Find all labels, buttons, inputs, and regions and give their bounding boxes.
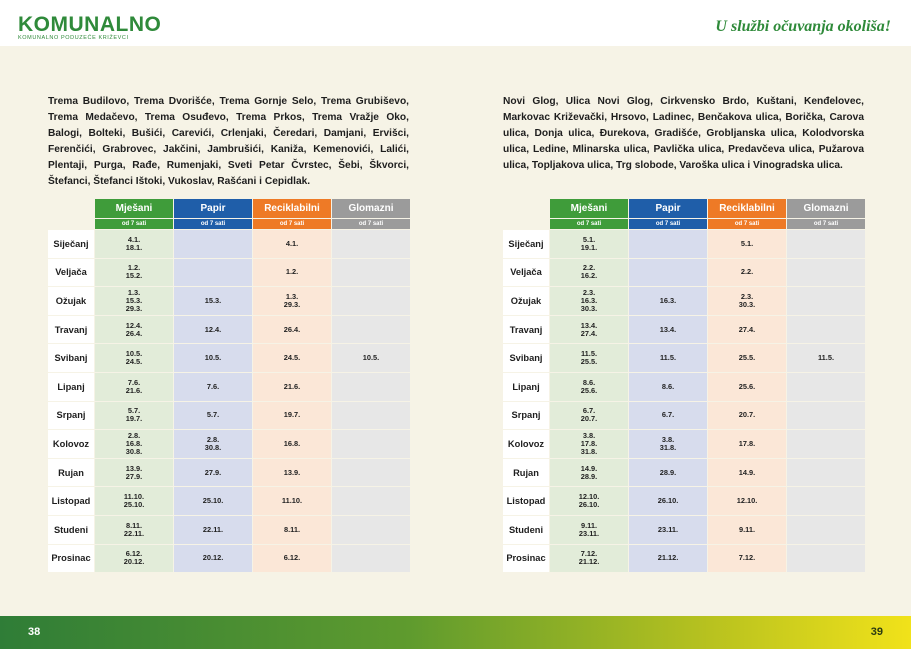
col-header-papir: Papir	[629, 199, 707, 218]
table-row	[503, 373, 865, 401]
cell-papir: 7.6.	[174, 373, 252, 401]
col-header-mjesani: Mješani	[95, 199, 173, 218]
cell-glomazni	[332, 230, 410, 258]
cell-papir: 5.7.	[174, 402, 252, 430]
table-row	[503, 402, 865, 430]
right-area-description: Novi Glog, Ulica Novi Glog, Cirkvensko Brdo, Kuštani, Kenđelovec, Markovac Križevački, Hrsovo, Ladinec, Benčakova ulica, Borička, Carova ulica, Donja ulica, Đurekova, Gradišće, Grobljanska ulica, Kolodvorska ulica, Ledine, Mlinarska ulica, Pavlička ulica, Predavčeva ulica, Pužarova ulica, Topljakova ulica, Trg slobode, Varoška ulica i Vinogradska ulica.	[503, 96, 864, 171]
cell-mjesani: 3.8. 17.8. 31.8.	[550, 430, 628, 458]
cell-papir: 11.5.	[629, 344, 707, 372]
table-row	[48, 430, 410, 458]
cell-papir: 22.11.	[174, 516, 252, 544]
cell-mjesani: 11.5. 25.5.	[550, 344, 628, 372]
cell-papir: 12.4.	[174, 316, 252, 344]
cell-glomazni	[787, 430, 865, 458]
month-label: Prosinac	[48, 545, 94, 573]
col-header-mjesani: Mješani	[550, 199, 628, 218]
month-label: Studeni	[503, 516, 549, 544]
cell-glomazni	[787, 459, 865, 487]
month-label: Prosinac	[503, 545, 549, 573]
cell-glomazni: 10.5.	[332, 344, 410, 372]
cell-reciklabilni: 26.4.	[253, 316, 331, 344]
cell-glomazni	[332, 459, 410, 487]
left-schedule-body	[48, 230, 410, 572]
cell-reciklabilni: 21.6.	[253, 373, 331, 401]
cell-glomazni	[787, 516, 865, 544]
table-row	[503, 259, 865, 287]
table-row	[503, 516, 865, 544]
cell-papir: 3.8. 31.8.	[629, 430, 707, 458]
cell-mjesani: 12.10. 26.10.	[550, 487, 628, 515]
cell-mjesani: 6.7. 20.7.	[550, 402, 628, 430]
table-row	[48, 259, 410, 287]
cell-reciklabilni: 19.7.	[253, 402, 331, 430]
cell-reciklabilni: 6.12.	[253, 545, 331, 573]
cell-glomazni	[332, 516, 410, 544]
month-label: Srpanj	[48, 402, 94, 430]
cell-mjesani: 13.4. 27.4.	[550, 316, 628, 344]
footer-bar	[0, 616, 911, 649]
table-row	[503, 459, 865, 487]
col-subheader-papir: od 7 sati	[174, 219, 252, 229]
cell-glomazni	[787, 487, 865, 515]
cell-mjesani: 7.6. 21.6.	[95, 373, 173, 401]
table-row	[48, 230, 410, 258]
cell-mjesani: 9.11. 23.11.	[550, 516, 628, 544]
col-header-glomazni: Glomazni	[332, 199, 410, 218]
cell-glomazni	[787, 373, 865, 401]
month-label: Ožujak	[48, 287, 94, 315]
cell-glomazni	[332, 487, 410, 515]
cell-glomazni	[332, 402, 410, 430]
table-row	[48, 516, 410, 544]
cell-papir	[629, 259, 707, 287]
month-label: Kolovoz	[503, 430, 549, 458]
cell-glomazni	[332, 316, 410, 344]
cell-reciklabilni: 13.9.	[253, 459, 331, 487]
cell-papir: 23.11.	[629, 516, 707, 544]
cell-reciklabilni: 20.7.	[708, 402, 786, 430]
table-row	[48, 545, 410, 573]
right-schedule-body	[503, 230, 865, 572]
cell-glomazni	[332, 373, 410, 401]
cell-reciklabilni: 2.3. 30.3.	[708, 287, 786, 315]
cell-reciklabilni: 24.5.	[253, 344, 331, 372]
cell-mjesani: 2.2. 16.2.	[550, 259, 628, 287]
cell-mjesani: 7.12. 21.12.	[550, 545, 628, 573]
cell-papir: 25.10.	[174, 487, 252, 515]
cell-glomazni	[787, 287, 865, 315]
table-row	[503, 344, 865, 372]
col-subheader-reciklabilni: od 7 sati	[708, 219, 786, 229]
cell-papir: 10.5.	[174, 344, 252, 372]
col-header-papir: Papir	[174, 199, 252, 218]
cell-mjesani: 1.3. 15.3. 29.3.	[95, 287, 173, 315]
cell-papir: 2.8. 30.8.	[174, 430, 252, 458]
cell-papir: 28.9.	[629, 459, 707, 487]
col-subheader-glomazni: od 7 sati	[787, 219, 865, 229]
page-number-right: 39	[870, 626, 883, 638]
cell-mjesani: 10.5. 24.5.	[95, 344, 173, 372]
cell-glomazni	[787, 402, 865, 430]
cell-glomazni	[332, 545, 410, 573]
cell-reciklabilni: 12.10.	[708, 487, 786, 515]
cell-reciklabilni: 1.3. 29.3.	[253, 287, 331, 315]
cell-mjesani: 1.2. 15.2.	[95, 259, 173, 287]
table-row	[503, 316, 865, 344]
left-area-description: Trema Budilovo, Trema Dvorišće, Trema Gornje Selo, Trema Grubiševo, Trema Medačevo, Trema Osuđevo, Trema Prkos, Trema Vražje Oko, Balogi, Bolteki, Bušići, Carevići, Crlenjaki, Čeredari, Damjani, Ervišci, Ferenčići, Grabrovec, Jakčini, Jambrušići, Kaniža, Kemenovići, Lalići, Plentaji, Purga, Rađe, Rumenjaki, Sveti Petar Čvrstec, Šebi, Škvorci, Štefanci, Štefanci Ištoki, Vukoslav, Rašćani i Cepidlak.	[48, 96, 409, 187]
month-label: Lipanj	[48, 373, 94, 401]
cell-reciklabilni: 1.2.	[253, 259, 331, 287]
col-subheader-reciklabilni: od 7 sati	[253, 219, 331, 229]
col-subheader-glomazni: od 7 sati	[332, 219, 410, 229]
col-header-reciklabilni: Reciklabilni	[253, 199, 331, 218]
table-row	[503, 545, 865, 573]
cell-mjesani: 11.10. 25.10.	[95, 487, 173, 515]
cell-glomazni	[332, 287, 410, 315]
table-row	[48, 373, 410, 401]
month-label: Travanj	[503, 316, 549, 344]
month-label: Siječanj	[503, 230, 549, 258]
cell-reciklabilni: 27.4.	[708, 316, 786, 344]
cell-papir	[174, 230, 252, 258]
page-number-left: 38	[28, 626, 41, 638]
table-row	[48, 487, 410, 515]
col-header-glomazni: Glomazni	[787, 199, 865, 218]
month-label: Studeni	[48, 516, 94, 544]
cell-mjesani: 12.4. 26.4.	[95, 316, 173, 344]
corner-cell	[48, 199, 94, 229]
right-schedule-table	[502, 198, 866, 573]
cell-reciklabilni: 8.11.	[253, 516, 331, 544]
table-row	[503, 487, 865, 515]
cell-papir	[629, 230, 707, 258]
cell-mjesani: 14.9. 28.9.	[550, 459, 628, 487]
col-subheader-mjesani: od 7 sati	[95, 219, 173, 229]
month-label: Ožujak	[503, 287, 549, 315]
cell-papir: 15.3.	[174, 287, 252, 315]
table-row	[48, 402, 410, 430]
cell-reciklabilni: 11.10.	[253, 487, 331, 515]
cell-reciklabilni: 25.6.	[708, 373, 786, 401]
month-label: Veljača	[48, 259, 94, 287]
cell-reciklabilni: 25.5.	[708, 344, 786, 372]
cell-reciklabilni: 16.8.	[253, 430, 331, 458]
cell-papir: 27.9.	[174, 459, 252, 487]
cell-mjesani: 8.11. 22.11.	[95, 516, 173, 544]
corner-cell	[503, 199, 549, 229]
cell-reciklabilni: 2.2.	[708, 259, 786, 287]
month-label: Svibanj	[48, 344, 94, 372]
cell-mjesani: 13.9. 27.9.	[95, 459, 173, 487]
month-label: Listopad	[48, 487, 94, 515]
month-label: Veljača	[503, 259, 549, 287]
month-label: Rujan	[503, 459, 549, 487]
cell-mjesani: 8.6. 25.6.	[550, 373, 628, 401]
cell-glomazni	[787, 259, 865, 287]
cell-mjesani: 5.1. 19.1.	[550, 230, 628, 258]
cell-mjesani: 4.1. 18.1.	[95, 230, 173, 258]
col-subheader-mjesani: od 7 sati	[550, 219, 628, 229]
header	[0, 0, 911, 46]
cell-reciklabilni: 5.1.	[708, 230, 786, 258]
cell-glomazni: 11.5.	[787, 344, 865, 372]
cell-reciklabilni: 14.9.	[708, 459, 786, 487]
cell-reciklabilni: 17.8.	[708, 430, 786, 458]
cell-papir: 13.4.	[629, 316, 707, 344]
cell-papir: 6.7.	[629, 402, 707, 430]
cell-glomazni	[787, 545, 865, 573]
cell-mjesani: 6.12. 20.12.	[95, 545, 173, 573]
cell-mjesani: 5.7. 19.7.	[95, 402, 173, 430]
cell-mjesani: 2.8. 16.8. 30.8.	[95, 430, 173, 458]
cell-mjesani: 2.3. 16.3. 30.3.	[550, 287, 628, 315]
month-label: Srpanj	[503, 402, 549, 430]
col-header-reciklabilni: Reciklabilni	[708, 199, 786, 218]
month-label: Travanj	[48, 316, 94, 344]
cell-glomazni	[332, 259, 410, 287]
col-subheader-papir: od 7 sati	[629, 219, 707, 229]
table-row	[48, 287, 410, 315]
cell-papir: 21.12.	[629, 545, 707, 573]
table-row	[48, 316, 410, 344]
cell-reciklabilni: 4.1.	[253, 230, 331, 258]
tagline: U službi očuvanja okoliša!	[715, 18, 891, 35]
table-row	[48, 459, 410, 487]
table-row	[503, 230, 865, 258]
month-label: Lipanj	[503, 373, 549, 401]
table-row	[48, 344, 410, 372]
cell-reciklabilni: 9.11.	[708, 516, 786, 544]
cell-papir: 8.6.	[629, 373, 707, 401]
cell-papir: 20.12.	[174, 545, 252, 573]
month-label: Kolovoz	[48, 430, 94, 458]
cell-reciklabilni: 7.12.	[708, 545, 786, 573]
logo: KOMUNALNO	[18, 13, 162, 36]
month-label: Svibanj	[503, 344, 549, 372]
left-schedule-table	[47, 198, 411, 573]
cell-papir: 16.3.	[629, 287, 707, 315]
cell-papir: 26.10.	[629, 487, 707, 515]
cell-glomazni	[787, 316, 865, 344]
month-label: Listopad	[503, 487, 549, 515]
table-row	[503, 430, 865, 458]
cell-papir	[174, 259, 252, 287]
month-label: Siječanj	[48, 230, 94, 258]
logo-subtitle: KOMUNALNO PODUZEĆE KRIŽEVCI	[18, 35, 129, 41]
cell-glomazni	[332, 430, 410, 458]
table-row	[503, 287, 865, 315]
month-label: Rujan	[48, 459, 94, 487]
cell-glomazni	[787, 230, 865, 258]
